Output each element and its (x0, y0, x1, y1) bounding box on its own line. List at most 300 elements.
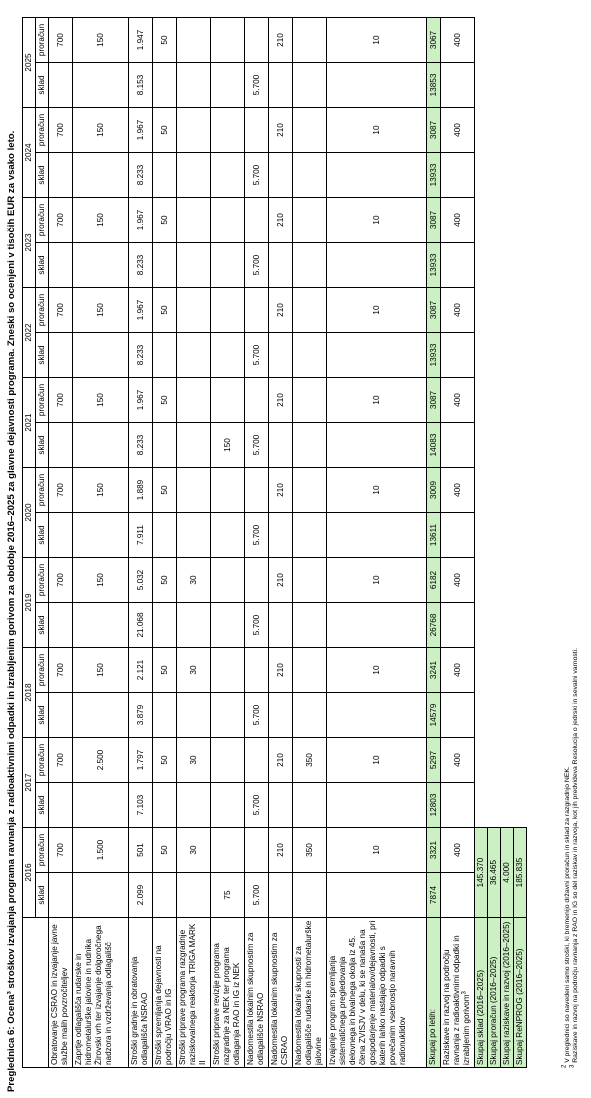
value-cell (293, 198, 327, 243)
value-cell: 50 (153, 18, 177, 63)
table-row (327, 18, 427, 1068)
empty-cell (514, 18, 527, 828)
value-cell (211, 63, 245, 108)
value-cell: 14579 (427, 693, 441, 738)
value-cell (327, 603, 427, 648)
value-cell: 210 (269, 198, 293, 243)
value-cell (73, 513, 129, 558)
table-row (269, 18, 293, 1068)
value-cell (245, 468, 269, 513)
value-cell (177, 243, 211, 288)
sklad-header: sklad (36, 333, 49, 378)
value-cell: 30 (177, 558, 211, 603)
value-cell: 14083 (427, 423, 441, 468)
row-label: Zaprtje odlagališča rudarske in hidrometalurške jalovine in rudnika Žirovski vrh ter izvajanje dolgoročnega nadzora in vzdrževanja odlagališč (73, 918, 129, 1068)
value-cell (293, 873, 327, 918)
value-cell (73, 693, 129, 738)
value-cell: 400 (441, 198, 475, 243)
value-cell (293, 108, 327, 153)
value-cell (177, 18, 211, 63)
value-cell: 5.032 (129, 558, 153, 603)
summary-label: Skupaj proračun (2016–2025) (488, 918, 501, 1068)
total-row (427, 18, 441, 1068)
table-row (129, 18, 153, 1068)
value-cell (73, 153, 129, 198)
value-cell (177, 873, 211, 918)
research-row (441, 18, 475, 1068)
value-cell: 400 (441, 828, 475, 873)
value-cell (211, 468, 245, 513)
summary-label: Skupaj sklad (2016–2025) (475, 918, 488, 1068)
value-cell: 30 (177, 648, 211, 693)
value-cell (441, 333, 475, 378)
value-cell: 210 (269, 378, 293, 423)
value-cell (153, 603, 177, 648)
value-cell (269, 603, 293, 648)
value-cell (73, 603, 129, 648)
year-header: 2017 (23, 738, 36, 828)
value-cell (293, 153, 327, 198)
value-cell: 210 (269, 738, 293, 783)
value-cell: 400 (441, 558, 475, 603)
value-cell: 10 (327, 828, 427, 873)
value-cell: 1.967 (129, 108, 153, 153)
value-cell (49, 333, 73, 378)
year-header: 2025 (23, 18, 36, 108)
value-cell: 150 (73, 198, 129, 243)
value-cell (327, 153, 427, 198)
value-cell (293, 423, 327, 468)
value-cell: 3087 (427, 288, 441, 333)
row-label: Izvajanje program spremljanja sistematičnega pregledovanja delovnega in bivalnega okolja iz 45. člena ZVISJV v delu, ki se nanaša na gospodarjenje materialov/dejavnosti, pri katerih lahko nastajajo odpadki s povečanim vsebnostjo naravnih radionuklidov (327, 918, 427, 1068)
value-cell: 700 (49, 468, 73, 513)
value-cell (269, 873, 293, 918)
year-header: 2023 (23, 198, 36, 288)
value-cell: 13853 (427, 63, 441, 108)
value-cell (177, 513, 211, 558)
value-cell: 5297 (427, 738, 441, 783)
proracun-header: proračun (36, 18, 49, 63)
value-cell (153, 693, 177, 738)
value-cell (73, 333, 129, 378)
value-cell (441, 243, 475, 288)
value-cell: 5.700 (245, 243, 269, 288)
value-cell (441, 873, 475, 918)
value-cell: 30 (177, 738, 211, 783)
value-cell: 400 (441, 108, 475, 153)
value-cell (327, 423, 427, 468)
sklad-header: sklad (36, 693, 49, 738)
value-cell (153, 513, 177, 558)
value-cell (49, 693, 73, 738)
value-cell (245, 378, 269, 423)
value-cell: 10 (327, 18, 427, 63)
value-cell: 6182 (427, 558, 441, 603)
value-cell: 2.500 (73, 738, 129, 783)
value-cell (211, 243, 245, 288)
cost-table (22, 17, 527, 1068)
proracun-header: proračun (36, 738, 49, 783)
value-cell: 210 (269, 18, 293, 63)
table-row (49, 18, 73, 1068)
value-cell (293, 783, 327, 828)
value-cell: 10 (327, 738, 427, 783)
value-cell (293, 243, 327, 288)
value-cell: 5.700 (245, 783, 269, 828)
proracun-header: proračun (36, 828, 49, 873)
value-cell (269, 423, 293, 468)
value-cell: 50 (153, 288, 177, 333)
value-cell: 150 (73, 378, 129, 423)
value-cell (49, 873, 73, 918)
value-cell: 7.103 (129, 783, 153, 828)
row-label: Raziskave in razvoj na področju ravnanja z radioaktivnimi odpadki in izrabljenim gorivom$^3$ (441, 918, 475, 1068)
table-title: Preglednica 6: Ocena³ stroškov izvajanja programa ravnanja z radioaktivnimi odpadki in izrabljenim gorivom za obdobje 2016–2025 za glavne dejavnosti programa. Zneski so ocenjeni v tisočih EUR za vsako leto. (6, 130, 17, 1092)
value-cell: 21.068 (129, 603, 153, 648)
value-cell: 700 (49, 198, 73, 243)
value-cell: 501 (129, 828, 153, 873)
value-cell: 5.700 (245, 693, 269, 738)
value-cell (211, 738, 245, 783)
value-cell: 400 (441, 648, 475, 693)
value-cell (49, 783, 73, 828)
value-cell (177, 153, 211, 198)
proracun-header: proračun (36, 468, 49, 513)
value-cell: 10 (327, 468, 427, 513)
sklad-header: sklad (36, 513, 49, 558)
value-cell (293, 468, 327, 513)
value-cell (49, 603, 73, 648)
value-cell: 3087 (427, 108, 441, 153)
summary-row (475, 18, 488, 1068)
value-cell: 2.099 (129, 873, 153, 918)
value-cell: 400 (441, 18, 475, 63)
value-cell (441, 423, 475, 468)
value-cell: 5.700 (245, 873, 269, 918)
value-cell (211, 333, 245, 378)
value-cell (441, 513, 475, 558)
sklad-header: sklad (36, 603, 49, 648)
value-cell: 1.500 (73, 828, 129, 873)
value-cell (269, 783, 293, 828)
value-cell (211, 648, 245, 693)
empty-cell (488, 18, 501, 828)
value-cell (293, 603, 327, 648)
value-cell: 210 (269, 828, 293, 873)
value-cell (177, 378, 211, 423)
empty-cell (475, 18, 488, 828)
value-cell (245, 648, 269, 693)
value-cell (153, 243, 177, 288)
value-cell (211, 288, 245, 333)
year-header: 2024 (23, 108, 36, 198)
value-cell (211, 108, 245, 153)
value-cell (177, 198, 211, 243)
footnote-3: $^3$ Raziskave in razvoj na področju ravnanja z RAO in IG so del raziskav in razvoja, kot jih predvideva Resolucija o jedrski in sevalni varnosti. (569, 647, 579, 1068)
value-cell: 2.121 (129, 648, 153, 693)
value-cell (245, 108, 269, 153)
year-header: 2022 (23, 288, 36, 378)
value-cell: 3.879 (129, 693, 153, 738)
value-cell (211, 153, 245, 198)
row-label: Stroški priprave programa razgradnje raziskovalnega reaktorja TRIGA MARK II (177, 918, 211, 1068)
value-cell: 150 (73, 108, 129, 153)
value-cell: 12803 (427, 783, 441, 828)
value-cell (177, 783, 211, 828)
value-cell: 30 (177, 828, 211, 873)
value-cell: 8.233 (129, 153, 153, 198)
table-row (177, 18, 211, 1068)
value-cell (211, 603, 245, 648)
row-label: Stroški priprave revizije programa razgradnje za NEK ter programa odlaganja RAO in IG iz NEK (211, 918, 245, 1068)
year-header: 2019 (23, 558, 36, 648)
value-cell: 13933 (427, 153, 441, 198)
value-cell (73, 63, 129, 108)
value-cell (49, 243, 73, 288)
proracun-header: proračun (36, 558, 49, 603)
sklad-header: sklad (36, 873, 49, 918)
value-cell (293, 558, 327, 603)
value-cell (327, 693, 427, 738)
summary-row (501, 18, 514, 1068)
value-cell (269, 153, 293, 198)
value-cell: 50 (153, 378, 177, 423)
row-label: Skupaj po letih: (427, 918, 441, 1068)
value-cell (293, 648, 327, 693)
value-cell (245, 288, 269, 333)
value-cell: 1.967 (129, 378, 153, 423)
row-label: Nadomestila lokalni skupnosti za odlagališče rudarske in hidrometalurške jalovine (293, 918, 327, 1068)
value-cell: 3067 (427, 18, 441, 63)
value-cell: 5.700 (245, 603, 269, 648)
value-cell: 3009 (427, 468, 441, 513)
proracun-header: proračun (36, 288, 49, 333)
proracun-header: proračun (36, 108, 49, 153)
summary-label: Skupaj raziskave in razvoj (2016–2025) (501, 918, 514, 1068)
value-cell (269, 693, 293, 738)
summary-row (514, 18, 527, 1068)
value-cell: 3087 (427, 378, 441, 423)
sklad-header: sklad (36, 243, 49, 288)
subheader-row (36, 18, 49, 1068)
value-cell (177, 333, 211, 378)
row-label: Stroški spremljanja dejavnosti na področju VRAO in IG (153, 918, 177, 1068)
value-cell: 400 (441, 288, 475, 333)
value-cell: 210 (269, 468, 293, 513)
value-cell: 50 (153, 738, 177, 783)
value-cell (211, 18, 245, 63)
value-cell (269, 243, 293, 288)
sklad-header: sklad (36, 783, 49, 828)
value-cell (327, 873, 427, 918)
value-cell: 75 (211, 873, 245, 918)
value-cell: 700 (49, 108, 73, 153)
value-cell: 3241 (427, 648, 441, 693)
value-cell: 8.233 (129, 333, 153, 378)
value-cell: 350 (293, 738, 327, 783)
value-cell (49, 63, 73, 108)
value-cell (293, 333, 327, 378)
year-header: 2021 (23, 378, 36, 468)
summary-value: 185.835 (514, 828, 527, 918)
proracun-header: proračun (36, 378, 49, 423)
row-label: Obratovanje CSRAO in izvajanje javne službe malih povzročiteljev (49, 918, 73, 1068)
row-label: Stroški gradnje in obratovanja odlagališča NSRAO (129, 918, 153, 1068)
value-cell: 210 (269, 288, 293, 333)
value-cell: 5.700 (245, 333, 269, 378)
value-cell (327, 63, 427, 108)
value-cell: 5.700 (245, 153, 269, 198)
value-cell (211, 558, 245, 603)
value-cell (245, 558, 269, 603)
value-cell: 1.797 (129, 738, 153, 783)
value-cell (327, 783, 427, 828)
row-label: Nadomestila lokalnim skupnostim za odlagališče NSRAO (245, 918, 269, 1068)
value-cell (153, 153, 177, 198)
value-cell: 10 (327, 378, 427, 423)
year-header: 2020 (23, 468, 36, 558)
value-cell (441, 693, 475, 738)
value-cell: 10 (327, 648, 427, 693)
value-cell: 50 (153, 558, 177, 603)
value-cell (441, 783, 475, 828)
value-cell (327, 333, 427, 378)
value-cell: 150 (211, 423, 245, 468)
sklad-header: sklad (36, 63, 49, 108)
value-cell: 700 (49, 378, 73, 423)
value-cell: 700 (49, 828, 73, 873)
row-label: Nadomestila lokalnim skupnostim za CSRAO (269, 918, 293, 1068)
value-cell (153, 873, 177, 918)
value-cell (211, 828, 245, 873)
value-cell: 50 (153, 648, 177, 693)
value-cell (293, 63, 327, 108)
value-cell (211, 783, 245, 828)
value-cell: 210 (269, 108, 293, 153)
value-cell (245, 198, 269, 243)
value-cell: 10 (327, 108, 427, 153)
value-cell (441, 603, 475, 648)
proracun-header: proračun (36, 198, 49, 243)
value-cell: 3321 (427, 828, 441, 873)
value-cell (73, 423, 129, 468)
value-cell (73, 243, 129, 288)
value-cell (153, 423, 177, 468)
value-cell: 150 (73, 648, 129, 693)
footnote-2: $^2$ V preglednici so navedeni samo stroški, ki bremenijo državni proračun in sklad za razgradnjo NEK. (561, 766, 571, 1068)
value-cell (49, 513, 73, 558)
value-cell (293, 378, 327, 423)
value-cell: 210 (269, 648, 293, 693)
value-cell: 5.700 (245, 423, 269, 468)
value-cell (293, 18, 327, 63)
value-cell (153, 783, 177, 828)
value-cell (211, 693, 245, 738)
value-cell: 210 (269, 558, 293, 603)
value-cell: 400 (441, 378, 475, 423)
summary-value: 36.465 (488, 828, 501, 918)
value-cell (49, 153, 73, 198)
value-cell: 700 (49, 738, 73, 783)
value-cell (73, 873, 129, 918)
summary-row (488, 18, 501, 1068)
value-cell (177, 468, 211, 513)
value-cell: 700 (49, 558, 73, 603)
value-cell: 26768 (427, 603, 441, 648)
value-cell (293, 288, 327, 333)
value-cell: 50 (153, 828, 177, 873)
table-row (293, 18, 327, 1068)
value-cell (211, 378, 245, 423)
value-cell: 50 (153, 198, 177, 243)
value-cell (245, 738, 269, 783)
value-cell (293, 513, 327, 558)
value-cell (441, 153, 475, 198)
value-cell: 150 (73, 558, 129, 603)
value-cell: 5.700 (245, 63, 269, 108)
value-cell: 1.947 (129, 18, 153, 63)
value-cell: 7.911 (129, 513, 153, 558)
value-cell: 1.967 (129, 288, 153, 333)
table-row (153, 18, 177, 1068)
value-cell: 700 (49, 18, 73, 63)
value-cell (245, 828, 269, 873)
summary-value: 145.370 (475, 828, 488, 918)
year-header: 2018 (23, 648, 36, 738)
value-cell: 350 (293, 828, 327, 873)
table-row (245, 18, 269, 1068)
value-cell: 1.889 (129, 468, 153, 513)
value-cell (245, 18, 269, 63)
value-cell: 1.967 (129, 198, 153, 243)
value-cell: 50 (153, 108, 177, 153)
value-cell (177, 693, 211, 738)
table-row (211, 18, 245, 1068)
value-cell: 13933 (427, 243, 441, 288)
value-cell (153, 333, 177, 378)
year-header-row (23, 18, 36, 1068)
sklad-header: sklad (36, 423, 49, 468)
value-cell: 700 (49, 288, 73, 333)
value-cell: 7874 (427, 873, 441, 918)
value-cell: 10 (327, 198, 427, 243)
value-cell: 8.153 (129, 63, 153, 108)
value-cell (269, 63, 293, 108)
value-cell: 8.233 (129, 243, 153, 288)
sklad-header: sklad (36, 153, 49, 198)
corner-header (23, 918, 49, 1068)
value-cell (269, 513, 293, 558)
year-header: 2016 (23, 828, 36, 918)
value-cell: 5.700 (245, 513, 269, 558)
value-cell: 10 (327, 288, 427, 333)
value-cell: 400 (441, 738, 475, 783)
value-cell: 400 (441, 468, 475, 513)
value-cell: 150 (73, 18, 129, 63)
summary-label: Skupaj ReNPROG (2016–2025) (514, 918, 527, 1068)
table-row (73, 18, 129, 1068)
value-cell: 150 (73, 288, 129, 333)
proracun-header: proračun (36, 648, 49, 693)
value-cell (269, 333, 293, 378)
value-cell (327, 243, 427, 288)
value-cell (177, 423, 211, 468)
value-cell (73, 783, 129, 828)
value-cell (177, 603, 211, 648)
value-cell: 50 (153, 468, 177, 513)
value-cell: 700 (49, 648, 73, 693)
value-cell (211, 513, 245, 558)
